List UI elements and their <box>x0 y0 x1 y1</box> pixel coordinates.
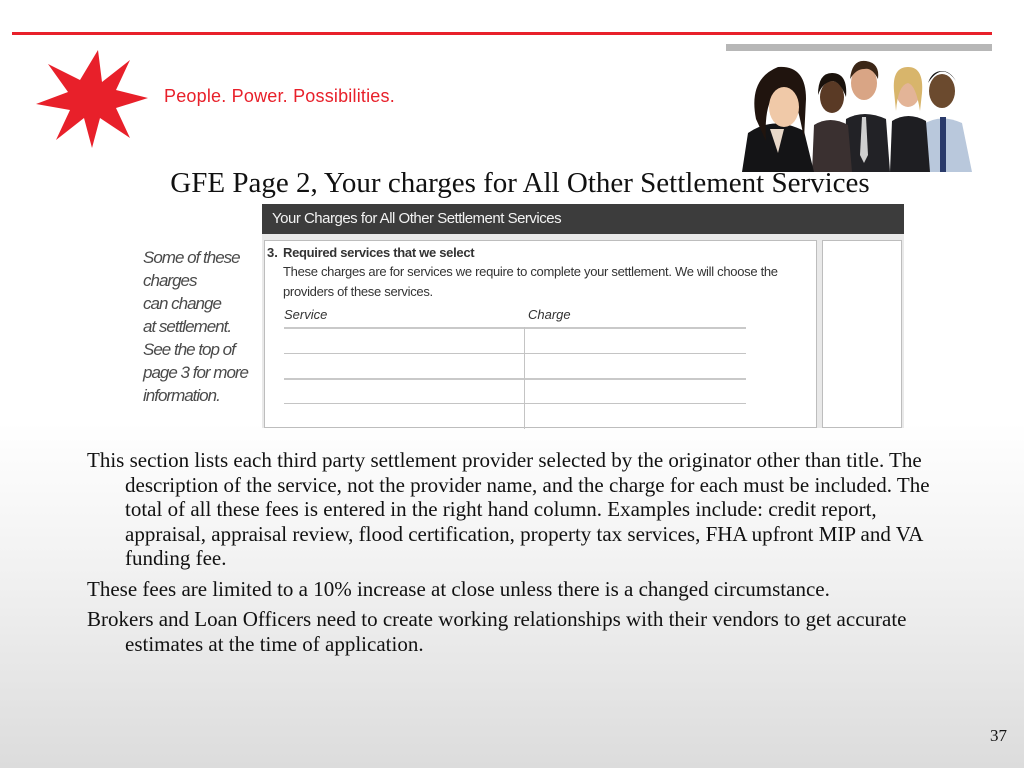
form-row-line <box>284 403 746 404</box>
column-header-service: Service <box>284 307 328 322</box>
section-number: 3. <box>267 245 278 260</box>
section-title: Required services that we select <box>283 245 475 260</box>
form-row-line <box>284 353 746 354</box>
form-panel <box>262 204 904 428</box>
body-paragraph: These fees are limited to a 10% increase at close unless there is a changed circumstance. <box>87 576 830 601</box>
business-people-photo <box>740 55 974 172</box>
side-note-line: See the top of <box>143 340 235 359</box>
side-note-line: page 3 for more <box>143 363 249 382</box>
side-note-line: Some of these <box>143 248 240 267</box>
side-note-line: can change <box>143 294 221 313</box>
page-number: 37 <box>990 726 1007 745</box>
form-header: Your Charges for All Other Settlement Services <box>262 204 904 234</box>
side-note-line: information. <box>143 386 220 405</box>
column-divider <box>524 327 525 429</box>
section-description: These charges are for services we require to complete your settlement. We will choose the providers of these services. <box>283 264 778 299</box>
form-section-3 <box>264 240 817 428</box>
gfe-form-excerpt <box>139 204 904 428</box>
body-paragraph: Brokers and Loan Officers need to create working relationships with their vendors to get accurate estimates at the time of application. <box>87 607 907 656</box>
side-note-line: at settlement. <box>143 317 232 336</box>
form-row-line <box>284 378 746 380</box>
form-total-column <box>822 240 902 428</box>
body-text <box>87 448 957 662</box>
top-red-rule <box>12 32 992 35</box>
side-note <box>143 246 253 407</box>
red-starburst-logo-icon <box>30 48 150 150</box>
top-grey-rule <box>726 44 992 51</box>
form-row-line <box>284 327 746 329</box>
slide-title: GFE Page 2, Your charges for All Other Settlement Services <box>170 167 870 199</box>
body-paragraph: This section lists each third party settlement provider selected by the originator other than title. The description of the service, not the provider name, and the charge for each must be included. The total of all these fees is entered in the right hand column. Examples include: credit report, appraisal, appraisal review, flood certification, property tax services, FHA upfront MIP and VA funding fee. <box>87 448 930 570</box>
side-note-line: charges <box>143 271 197 290</box>
column-header-charge: Charge <box>528 307 571 322</box>
company-tagline: People. Power. Possibilities. <box>164 86 395 106</box>
